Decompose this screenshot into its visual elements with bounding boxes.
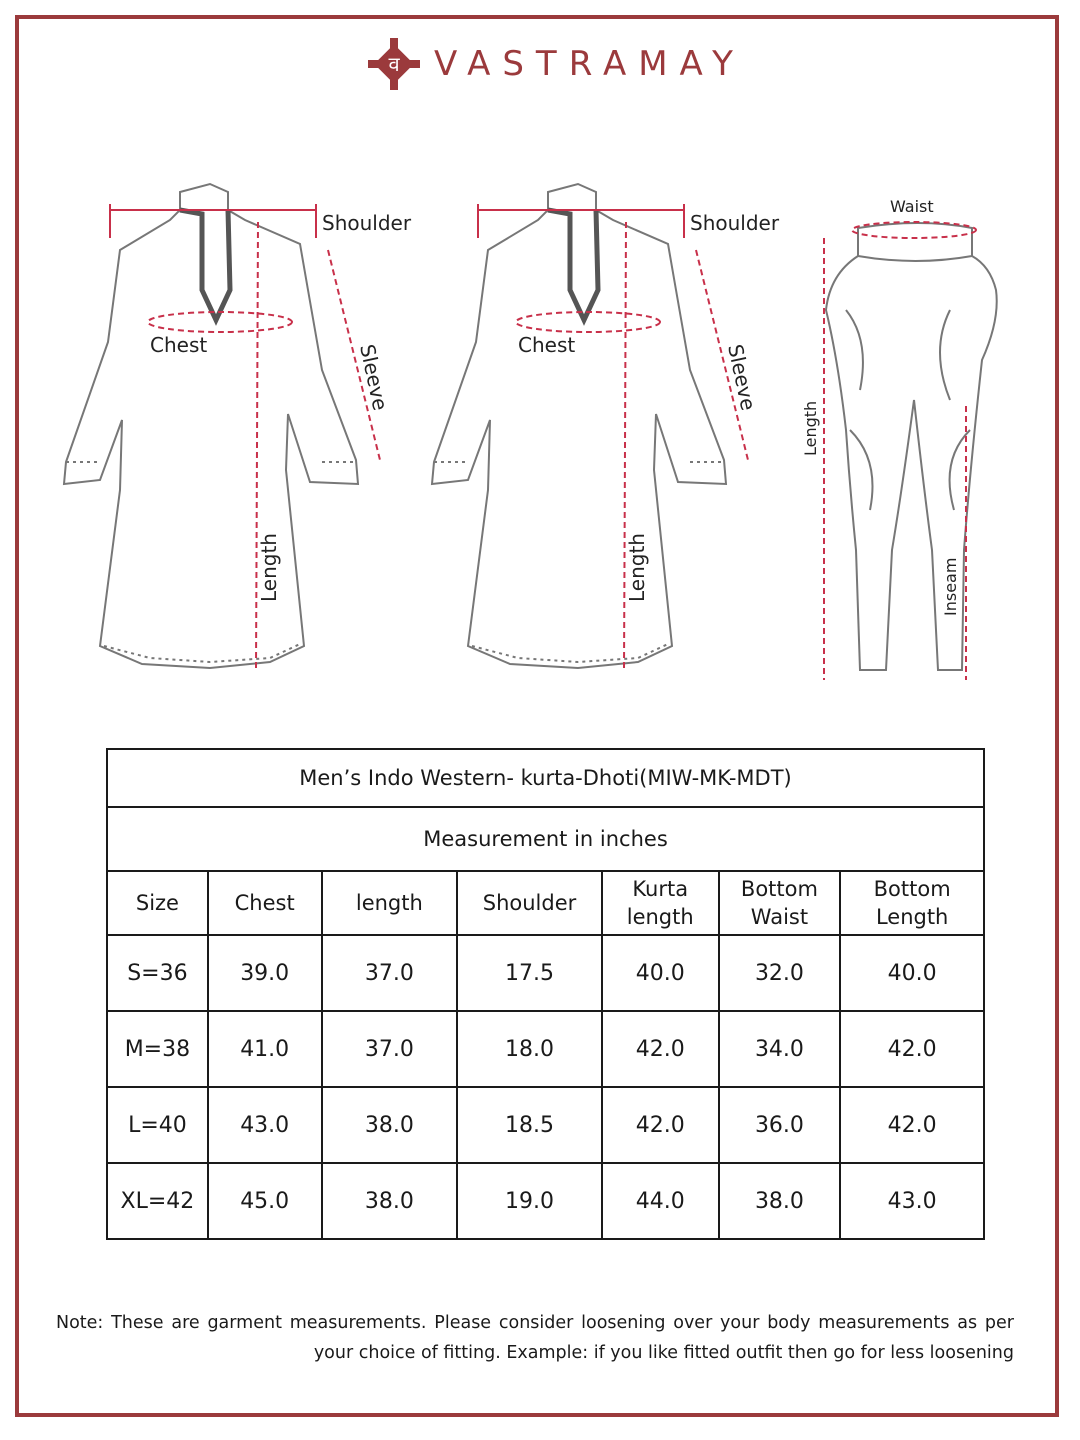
column-header	[107, 871, 208, 935]
table-row	[107, 1011, 984, 1087]
size-chart-table	[106, 748, 985, 1240]
garment-note: Note: These are garment measurements. Please consider loosening over your body measurements as per your choice of fitting. Example: if you like fitted outfit then go for less loosening	[56, 1313, 1014, 1363]
column-header	[840, 871, 984, 935]
measurement-cell: 43.0	[208, 1087, 322, 1163]
measurement-cell: 37.0	[322, 935, 458, 1011]
svg-text:व: व	[388, 52, 400, 76]
column-header-line: Bottom	[740, 877, 818, 901]
measurement-cell: 18.0	[457, 1011, 602, 1087]
size-cell: S=36	[107, 935, 208, 1011]
size-cell: M=38	[107, 1011, 208, 1087]
measurement-cell: 42.0	[602, 1011, 719, 1087]
table-row	[107, 935, 984, 1011]
sleeve-label: Sleeve	[355, 342, 393, 413]
brand-name: VASTRAMAY	[434, 44, 745, 84]
column-header-line: Kurta	[632, 877, 689, 901]
length-label: Length	[625, 533, 649, 602]
shoulder-label: Shoulder	[322, 211, 412, 235]
dhoti-diagram	[790, 190, 1020, 690]
measurement-cell: 40.0	[840, 935, 984, 1011]
measurement-cell: 18.5	[457, 1087, 602, 1163]
column-header-line: Shoulder	[482, 891, 577, 915]
column-header-line: Size	[135, 891, 179, 915]
measurement-cell: 44.0	[602, 1163, 719, 1239]
brand-header	[366, 36, 745, 92]
measurement-cell: 19.0	[457, 1163, 602, 1239]
shoulder-label: Shoulder	[690, 211, 780, 235]
column-header	[719, 871, 841, 935]
measurement-cell: 43.0	[840, 1163, 984, 1239]
table-title-row	[107, 749, 984, 807]
table-header-row	[107, 871, 984, 935]
table-row	[107, 1163, 984, 1239]
chest-label: Chest	[518, 333, 576, 357]
inseam-label: Inseam	[941, 557, 960, 616]
measurement-cell: 39.0	[208, 935, 322, 1011]
measurement-cell: 42.0	[840, 1011, 984, 1087]
measurement-cell: 42.0	[840, 1087, 984, 1163]
column-header	[322, 871, 458, 935]
measurement-cell: 40.0	[602, 935, 719, 1011]
column-header-line: Bottom	[873, 877, 951, 901]
vastramay-logo-icon	[366, 36, 422, 92]
column-header	[457, 871, 602, 935]
measurement-cell: 45.0	[208, 1163, 322, 1239]
sleeve-label: Sleeve	[723, 342, 761, 413]
table-title: Men’s Indo Western- kurta-Dhoti(MIW-MK-MDT)	[107, 749, 984, 807]
size-cell: XL=42	[107, 1163, 208, 1239]
kurta-diagram-right	[428, 170, 808, 690]
column-header	[602, 871, 719, 935]
waist-label: Waist	[890, 197, 934, 216]
column-header-line: length	[626, 905, 694, 929]
measurement-cell: 36.0	[719, 1087, 841, 1163]
measurement-cell: 42.0	[602, 1087, 719, 1163]
column-header-line: Length	[875, 905, 949, 929]
measurement-cell: 34.0	[719, 1011, 841, 1087]
column-header-line: length	[355, 891, 423, 915]
column-header-line: Chest	[234, 891, 295, 915]
table-subtitle-row	[107, 807, 984, 871]
measurement-cell: 38.0	[322, 1087, 458, 1163]
column-header	[208, 871, 322, 935]
table-subtitle: Measurement in inches	[107, 807, 984, 871]
measurement-cell: 17.5	[457, 935, 602, 1011]
size-cell: L=40	[107, 1087, 208, 1163]
table-row	[107, 1087, 984, 1163]
chest-label: Chest	[150, 333, 208, 357]
measurement-cell: 32.0	[719, 935, 841, 1011]
measurement-cell: 38.0	[322, 1163, 458, 1239]
kurta-diagram-left	[60, 170, 440, 690]
length-label: Length	[257, 533, 281, 602]
measurement-cell: 37.0	[322, 1011, 458, 1087]
length-label: Length	[801, 400, 820, 456]
measurement-cell: 41.0	[208, 1011, 322, 1087]
measurement-cell: 38.0	[719, 1163, 841, 1239]
column-header-line: Waist	[750, 905, 809, 929]
